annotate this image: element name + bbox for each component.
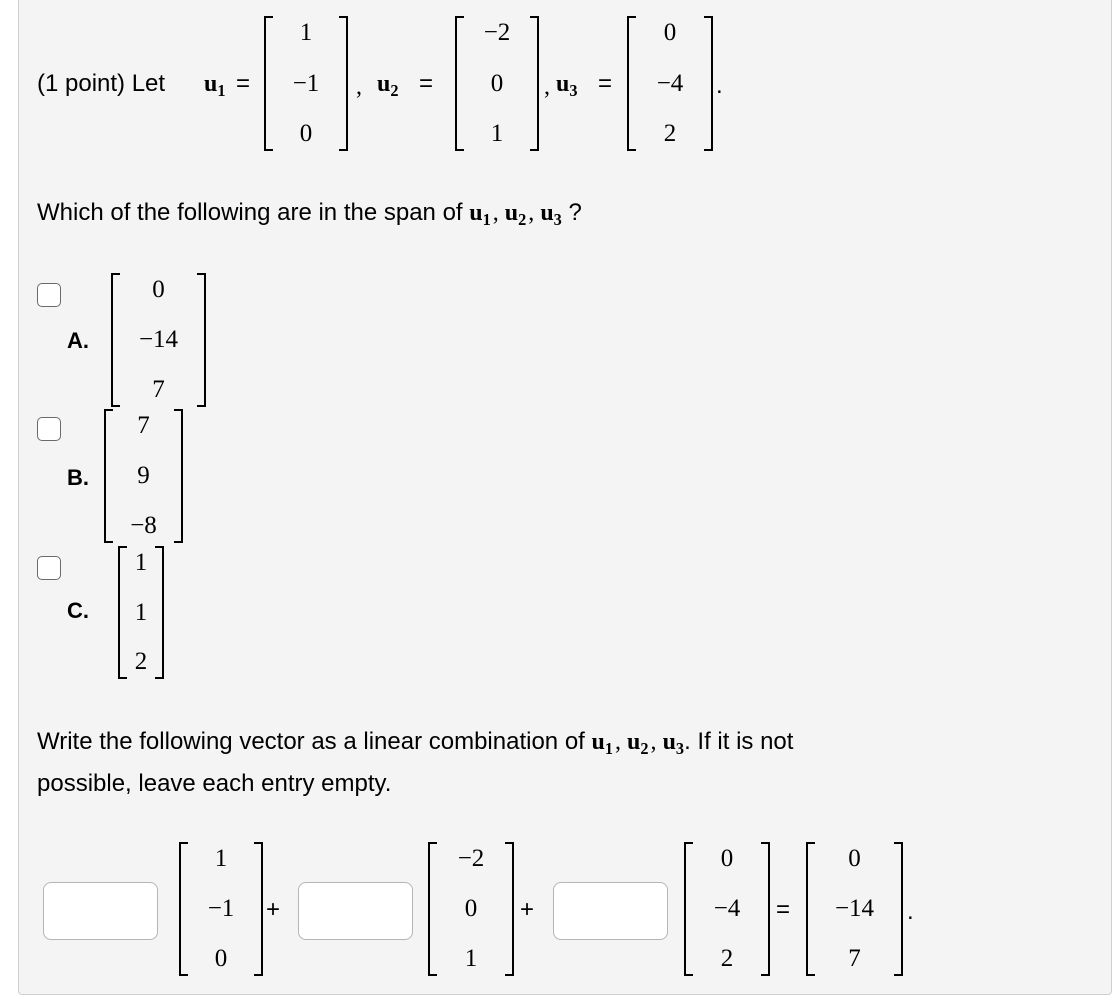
left-bracket [455, 16, 464, 151]
option-a-entry-1: 0 [152, 276, 165, 303]
option-a-entry-2: −14 [138, 326, 179, 353]
option-c-vector [118, 546, 164, 679]
left-bracket [264, 16, 273, 151]
combo-u2-entry-1: −2 [457, 845, 485, 872]
equals-sign: = [776, 896, 791, 923]
option-c-entry-1: 1 [134, 549, 148, 576]
right-bracket [155, 546, 164, 679]
option-c-entry-3: 2 [134, 648, 148, 675]
u2-label: $u_2$ [377, 71, 399, 100]
coefficient-3-input[interactable] [553, 882, 668, 940]
coefficient-2-input[interactable] [298, 882, 413, 940]
u1-entry-1: 1 [299, 19, 313, 46]
option-b-label: B. [67, 465, 89, 490]
option-b-entry-2: 9 [137, 462, 150, 489]
left-bracket [627, 16, 636, 151]
combo-u2-entry-2: 0 [464, 895, 478, 922]
option-a-checkbox[interactable] [37, 283, 61, 307]
right-bracket [704, 16, 713, 151]
option-a-entry-3: 7 [152, 376, 165, 403]
right-bracket [197, 273, 206, 407]
option-b-entry-3: −8 [130, 512, 157, 539]
right-bracket [254, 842, 263, 976]
left-bracket [104, 409, 113, 543]
combo-u3-entry-1: 0 [720, 845, 734, 872]
u1-equals: = [236, 70, 251, 97]
u3-entry-1: 0 [663, 19, 677, 46]
plus-sign-1: + [266, 896, 281, 923]
vector-u2 [455, 16, 539, 151]
intro-prefix: (1 point) Let [37, 70, 166, 97]
left-bracket [684, 842, 693, 976]
vector-u1 [264, 16, 348, 151]
left-bracket [806, 842, 815, 976]
option-a-label: A. [67, 328, 89, 353]
right-bracket [505, 842, 514, 976]
u3-entry-3: 2 [663, 120, 677, 147]
u2-equals: = [419, 70, 434, 97]
combo-u3-entry-3: 2 [720, 945, 734, 972]
u2-entry-2: 0 [490, 69, 504, 97]
intro-period: . [716, 72, 723, 99]
u1-entry-3: 0 [299, 120, 313, 147]
target-vector [806, 842, 903, 976]
target-entry-2: −14 [834, 895, 875, 922]
comma-1: , [356, 74, 362, 100]
left-bracket [179, 842, 188, 976]
option-c-checkbox[interactable] [37, 556, 61, 580]
left-bracket [111, 273, 120, 407]
left-bracket [428, 842, 437, 976]
combo-u2-entry-3: 1 [464, 945, 478, 972]
option-b-vector [104, 409, 183, 543]
option-b-checkbox[interactable] [37, 417, 61, 441]
combo-u1-entry-1: 1 [214, 845, 228, 872]
option-a-vector [111, 273, 206, 407]
right-bracket [530, 16, 539, 151]
question1-text: Which of the following are in the span of $u_1$ , $u_2$ , $u_3$ ? [37, 199, 582, 229]
combo-u1-entry-2: −1 [207, 895, 235, 922]
combo-vector-u2 [428, 842, 514, 976]
plus-sign-2: + [520, 896, 535, 923]
target-entry-3: 7 [848, 945, 861, 972]
u3-label: $u_3$ [556, 71, 578, 100]
right-bracket [339, 16, 348, 151]
option-c-label: C. [67, 598, 89, 623]
u2-entry-1: −2 [483, 19, 511, 46]
coefficient-1-input[interactable] [43, 882, 158, 940]
u1-label: $u_1$ [204, 71, 226, 100]
left-bracket [118, 546, 127, 679]
option-b-entry-1: 7 [137, 412, 150, 439]
u1-entry-2: −1 [292, 69, 320, 97]
combo-u3-entry-2: −4 [713, 895, 741, 922]
right-bracket [894, 842, 903, 976]
u3-entry-2: −4 [656, 69, 684, 97]
right-bracket [761, 842, 770, 976]
combo-vector-u3 [684, 842, 770, 976]
combo-vector-u1 [179, 842, 263, 976]
option-c-entry-2: 1 [134, 598, 148, 626]
right-bracket [174, 409, 183, 543]
u3-equals: = [598, 70, 613, 97]
combo-u1-entry-3: 0 [214, 945, 228, 972]
question2-line1: Write the following vector as a linear combination of $u_1$ , $u_2$ , $u_3$. If it is not [37, 728, 794, 758]
vector-u3 [627, 16, 713, 151]
combo-period: . [907, 898, 914, 925]
question2-line2: possible, leave each entry empty. [37, 770, 392, 797]
target-entry-1: 0 [848, 845, 861, 872]
u2-entry-3: 1 [490, 120, 504, 147]
comma-2: , [544, 74, 550, 100]
